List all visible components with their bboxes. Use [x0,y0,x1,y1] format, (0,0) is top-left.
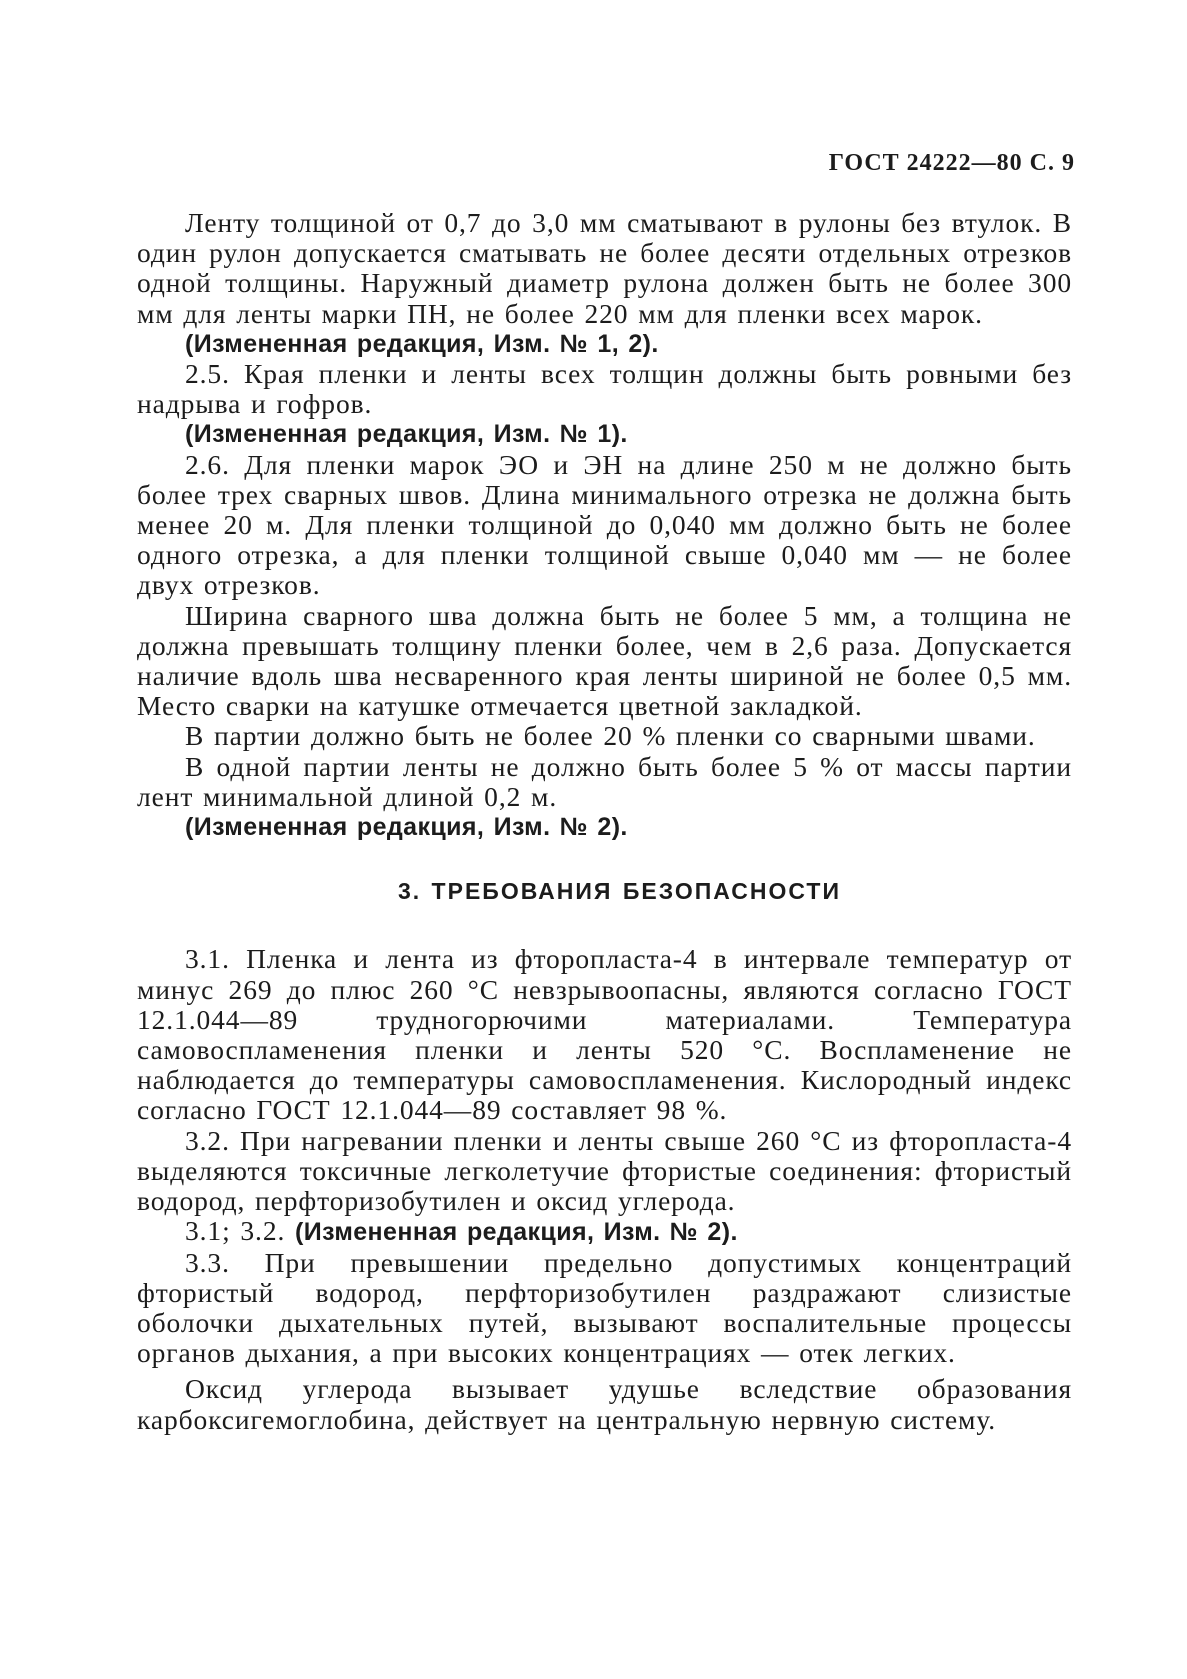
running-header: ГОСТ 24222—80 С. 9 [828,150,1075,176]
paragraph-2-6: 2.6. Для пленки марок ЭО и ЭН на длине 250 м не должно быть более трех сварных швов. Длина минимального отрезка не должна быть менее 20 м. Для пленки толщиной до 0,040 мм должно быть не более одного отрезка, а для пленки толщиной свыше 0,040 мм — не более двух отрезков. [137,448,1072,601]
paragraph-carbon-monoxide: Оксид углерода вызывает удушье вследствие образования карбоксигемоглобина, действует на центральную нервную систему. [137,1373,1072,1435]
amendment-note-3-1-3-2 [137,1216,1072,1247]
section-heading: 3. ТРЕБОВАНИЯ БЕЗОПАСНОСТИ [397,878,842,905]
amendment-note-text: (Измененная редакция, Изм. № 2). [295,1218,738,1247]
paragraph-2-5: 2.5. Края пленки и ленты всех толщин должны быть ровными без надрыва и гофров. [137,358,1072,420]
paragraph-tape-roll: Ленту толщиной от 0,7 до 3,0 мм сматывают в рулоны без втулок. В один рулон допускается сматывать не более десяти отдельных отрезков одной толщины. Наружный диаметр рулона должен быть не более 300 мм для ленты марки ПН, не более 220 мм для пленки всех марок. [137,207,1072,329]
paragraph-3-2: 3.2. При нагревании пленки и ленты свыше 260 °С из фторопласта-4 выделяются токсичные легколетучие фтористые соединения: фтористый водород, перфторизобутилен и оксид углерода. [137,1124,1072,1217]
document-body [137,208,1072,1435]
paragraph-weld-width: Ширина сварного шва должна быть не более 5 мм, а толщина не должна превышать толщину пленки более, чем в 2,6 раза. Допускается наличие вдоль шва несваренного края ленты шириной не более 0,5 мм. Место сварки на катушке отмечается цветной закладкой. [137,599,1072,722]
paragraph-batch-film: В партии должно быть не более 20 % пленки со сварными швами. [185,720,1036,752]
amendment-note-prefix: 3.1; 3.2. [185,1215,286,1247]
amendment-note: (Измененная редакция, Изм. № 1). [185,420,628,449]
paragraph-3-3: 3.3. При превышении предельно допустимых концентраций фтористый водород, перфторизобутилен раздражают слизистые оболочки дыхательных путей, вызывают воспалительные процессы органов дыхания, а при высоких концентрациях — отек легких. [137,1246,1072,1369]
amendment-note: (Измененная редакция, Изм. № 2). [185,813,628,842]
paragraph-3-1: 3.1. Пленка и лента из фторопласта-4 в интервале температур от минус 269 до плюс 260 °С невзрывоопасны, являются согласно ГОСТ 12.1.044—89 трудногорючими материалами. Температура самовоспламенения пленки и ленты 520 °С. Воспламенение не наблюдается до температуры самовоспламенения. Кислородный индекс согласно ГОСТ 12.1.044—89 составляет 98 %. [137,943,1072,1126]
amendment-note: (Измененная редакция, Изм. № 1, 2). [185,329,659,358]
paragraph-batch-tape: В одной партии ленты не должно быть более 5 % от массы партии лент минимальной длиной 0,2 м. [137,750,1072,812]
